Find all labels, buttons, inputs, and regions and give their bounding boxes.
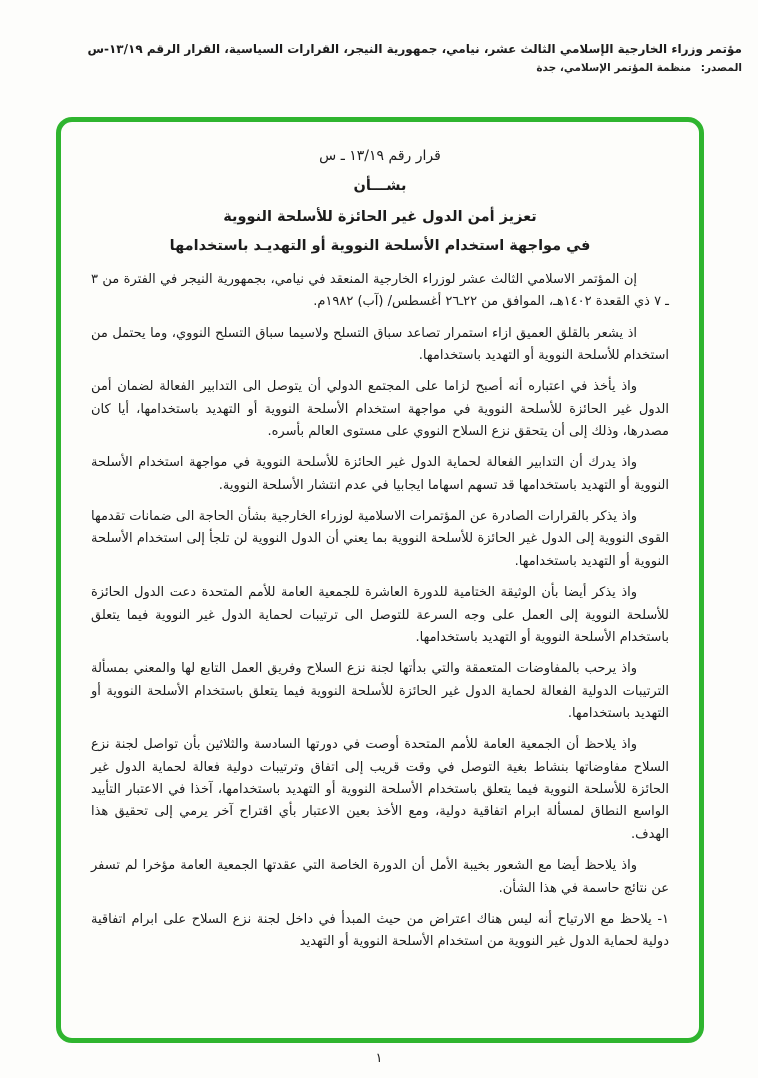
paragraph: واذ يدرك أن التدابير الفعالة لحماية الدول غير الحائزة للأسلحة النووية في مواجهة استخدام الأسلحة النووية أو التهديد باستخدامها قد تسهم اسهاما ايجابيا في عدم انتشار الأسلحة النووية. — [91, 455, 669, 493]
header-source — [16, 62, 742, 74]
paragraph: واذ يذكر بالقرارات الصادرة عن المؤتمرات الاسلامية لوزراء الخارجية بشأن الحاجة الى ضمانات تقدمها القوى النووية إلى الدول غير الحائزة للأسلحة النووية بما يعني أن الدول النووية لن تلجأ إلى استخدام الأسلحة النووية أو التهديد باستخدامها. — [91, 509, 669, 569]
paragraph: اذ يشعر بالقلق العميق ازاء استمرار تصاعد سباق التسلح ولاسيما سباق التسلح النووي، وما يحتمل من استخدام للأسلحة النووية أو التهديد باستخدامها. — [91, 325, 669, 363]
resolution-body — [61, 122, 699, 973]
paragraph: واذ يرحب بالمفاوضات المتعمقة والتي بدأتها لجنة نزع السلاح وفريق العمل التابع لها والمعني بمسألة الترتيبات الدولية الفعالة لحماية الدول غير الحائزة للأسلحة النووية فيما يتعلق باستخدام الأسلحة النووية أو التهديد باستخدامها. — [91, 661, 669, 721]
page-number: ١ — [375, 1051, 383, 1066]
resolution-title-line2: في مواجهة استخدام الأسلحة النووية أو التهديـد باستخدامها — [169, 237, 591, 254]
header-source-label: المصدر: — [700, 62, 742, 74]
resolution-number: قرار رقم ١٣/١٩ ـ س — [319, 148, 441, 164]
paragraph: واذ يأخذ في اعتباره أنه أصبح لزاما على المجتمع الدولي أن يتوصل الى التدابير الفعالة لضمان أمن الدول غير الحائزة للأسلحة النووية في مواجهة استخدام الأسلحة النووية أو التهديد باستخدامها، أيا كان مصدرها، وذلك إلى أن يتحقق نزع السلاح النووي على مستوى العالم بأسره. — [91, 379, 669, 440]
paragraph: إن المؤتمر الاسلامي الثالث عشر لوزراء الخارجية المنعقد في نيامي، بجمهورية النيجر في الفترة من ٣ ـ ٧ ذي القعدة ١٤٠٢هـ، الموافق من ٢٢ـ٢٦ أغسطس/ (آب) ١٩٨٢م. — [91, 271, 669, 310]
paragraph: واذ يلاحظ أيضا مع الشعور بخيبة الأمل أن الدورة الخاصة التي عقدتها الجمعية العامة مؤخرا لم تسفر عن نتائج حاسمة في هذا الشأن. — [91, 858, 669, 896]
regarding-label: بشـــأن — [353, 178, 407, 195]
paragraph: واذ يلاحظ أن الجمعية العامة للأمم المتحدة أوصت في دورتها السادسة والثلاثين بأن تواصل لجنة نزع السلاح مفاوضاتها بنشاط بغية التوصل في وقت قريب إلى اتفاق وترتيبات دولية فعالة لحماية الدول غير الحائزة للأسلحة النووية فيما يتعلق باستخدام الأسلحة النووية أو التهديد باستخدامها، آخذا في الاعتبار التأييد الواسع النطاق لمسألة ابرام اتفاقية دولية، ومع الأخذ بعين الاعتبار بأي اقتراح آخر يرمي إلى تحقيق هذا الهدف. — [91, 737, 669, 842]
paragraphs — [91, 269, 669, 954]
header-citation: مؤتمر وزراء الخارجية الإسلامي الثالث عشر، نيامي، جمهورية النيجر، القرارات السياسية، القرار الرقم ١٣/١٩-س — [87, 42, 742, 56]
resolution-frame — [56, 117, 704, 1043]
paragraph: ١- يلاحظ مع الارتياح أنه ليس هناك اعتراض من حيث المبدأ في داخل لجنة نزع السلاح على ابرام اتفاقية دولية لحماية الدول غير النووية من استخدام الأسلحة النووية أو التهديد — [91, 911, 669, 950]
header-source-value: منظمة المؤتمر الإسلامي، جدة — [536, 62, 692, 74]
paragraph: واذ يذكر أيضا بأن الوثيقة الختامية للدورة العاشرة للجمعية العامة للأمم المتحدة دعت الدول الحائزة للأسلحة النووية إلى العمل على وجه السرعة للتوصل الى ترتيبات لحماية الدول غير النووية فيما يتعلق باستخدام الأسلحة النووية أو التهديد باستخدامها. — [91, 585, 669, 645]
resolution-title-line1: تعزيز أمن الدول غير الحائزة للأسلحة النووية — [223, 209, 537, 226]
document-header — [16, 42, 742, 74]
